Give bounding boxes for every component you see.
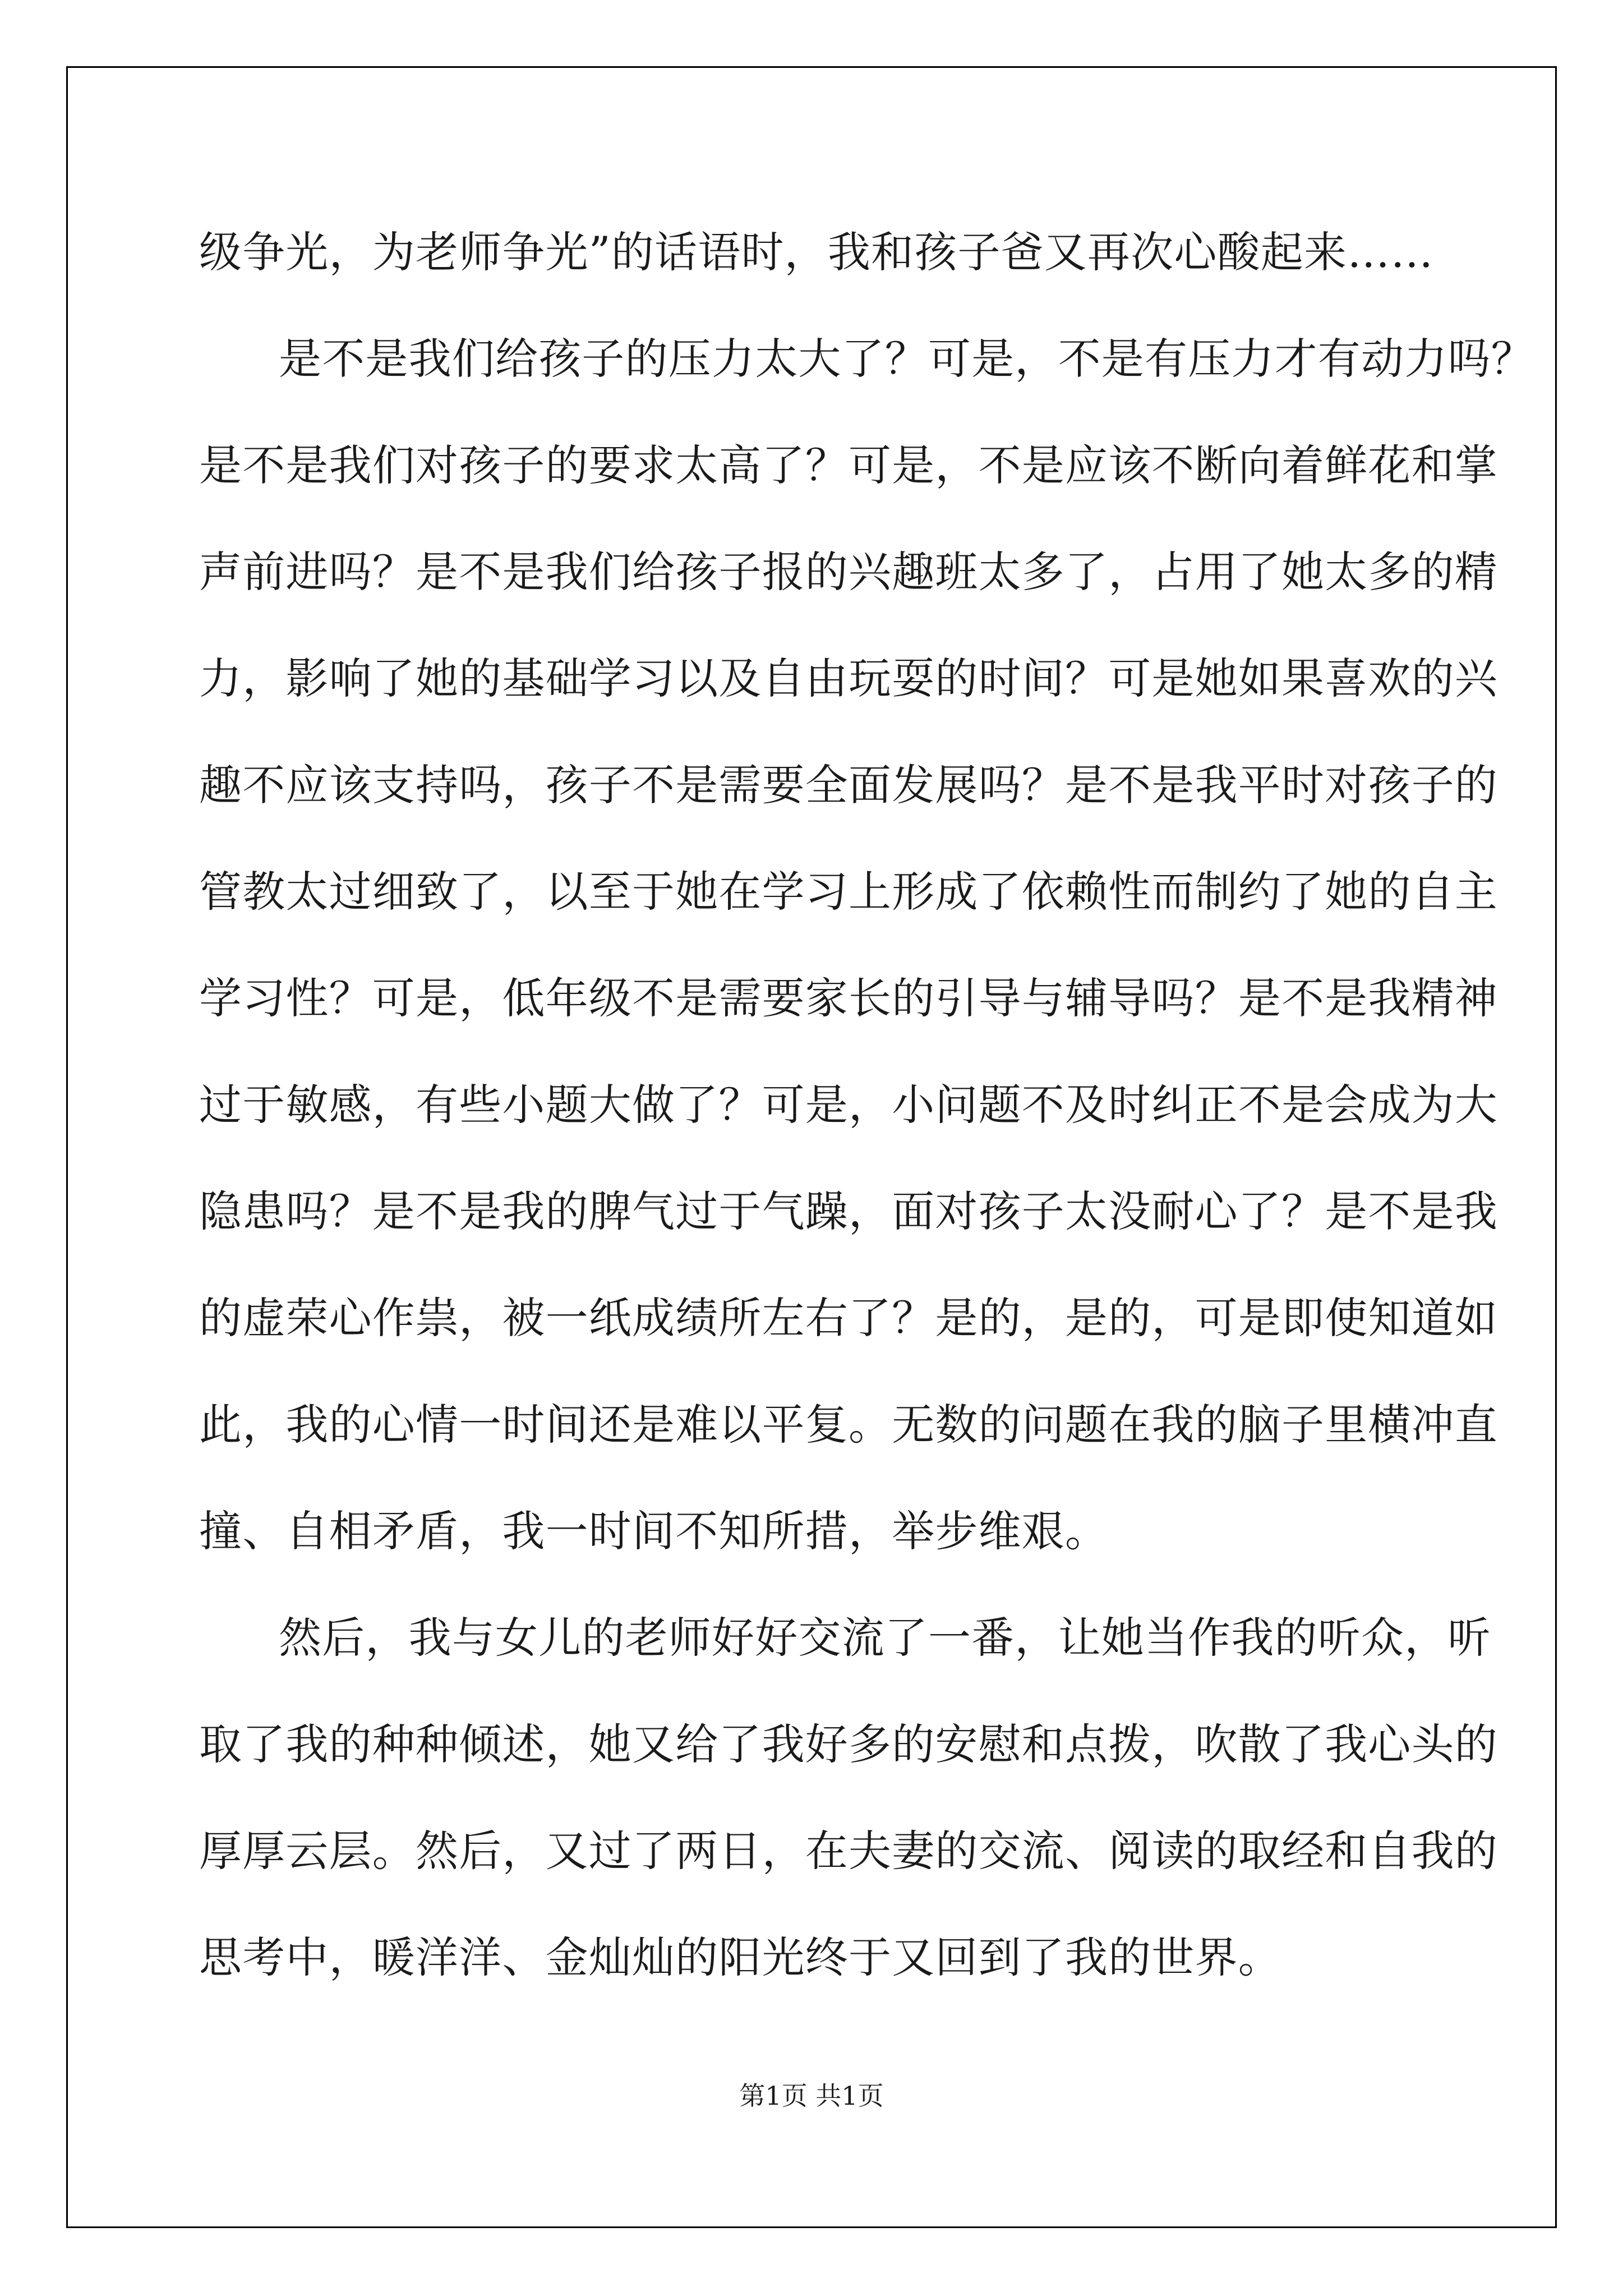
paragraph-line: 学习性？可是，低年级不是需要家长的引导与辅导吗？是不是我精神 — [199, 973, 1498, 1023]
paragraph-line: 的虚荣心作祟，被一纸成绩所左右了？是的，是的，可是即使知道如 — [199, 1293, 1498, 1343]
paragraph-line: 是不是我们对孩子的要求太高了？可是，不是应该不断向着鲜花和掌 — [199, 440, 1498, 490]
paragraph-line: 此，我的心情一时间还是难以平复。无数的问题在我的脑子里横冲直 — [199, 1400, 1498, 1450]
paragraph-line: 管教太过细致了，以至于她在学习上形成了依赖性而制约了她的自主 — [199, 867, 1498, 917]
paragraph-line: 过于敏感，有些小题大做了？可是，小问题不及时纠正不是会成为大 — [199, 1080, 1498, 1130]
paragraph-line: 隐患吗？是不是我的脾气过于气躁，面对孩子太没耐心了？是不是我 — [199, 1186, 1498, 1236]
paragraph-line: 取了我的种种倾述，她又给了我好多的安慰和点拨，吹散了我心头的 — [199, 1719, 1498, 1769]
paragraph-line: 声前进吗？是不是我们给孩子报的兴趣班太多了，占用了她太多的精 — [199, 547, 1498, 597]
paragraph-line: 思考中，暖洋洋、金灿灿的阳光终于又回到了我的世界。 — [199, 1932, 1281, 1982]
page-number-footer: 第1页 共1页 — [739, 2081, 884, 2111]
paragraph-line: 是不是我们给孩子的压力太大了？可是，不是有压力才有动力吗？ — [279, 334, 1534, 384]
paragraph-line: 趣不应该支持吗，孩子不是需要全面发展吗？是不是我平时对孩子的 — [199, 760, 1498, 810]
paragraph-line: 然后，我与女儿的老师好好交流了一番，让她当作我的听众，听 — [279, 1613, 1491, 1663]
paragraph-line: 级争光，为老师争光”的话语时，我和孩子爸又再次心酸起来…… — [199, 227, 1434, 277]
paragraph-line: 厚厚云层。然后，又过了两日，在夫妻的交流、阅读的取经和自我的 — [199, 1826, 1498, 1876]
paragraph-line: 力，影响了她的基础学习以及自由玩耍的时间？可是她如果喜欢的兴 — [199, 654, 1498, 703]
paragraph-line: 撞、自相矛盾，我一时间不知所措，举步维艰。 — [199, 1506, 1109, 1556]
